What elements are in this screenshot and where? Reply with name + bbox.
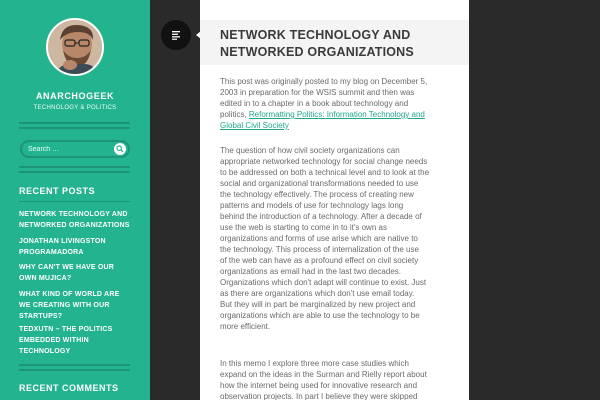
divider — [19, 127, 130, 129]
recent-comments-heading: RECENT COMMENTS — [19, 383, 119, 393]
text-line: politics, — [220, 110, 249, 119]
search-input[interactable] — [28, 144, 108, 155]
avatar-portrait-icon — [48, 20, 104, 76]
avatar[interactable] — [46, 18, 104, 76]
text-line: organizations and forms of use arise which are native to — [220, 234, 418, 243]
menu-icon — [171, 30, 181, 40]
site-title[interactable]: ANARCHOGEEK — [35, 91, 115, 101]
text-line: the technology effectively. The process of creating new — [220, 190, 414, 199]
text-line: of the web can have as a profound effect on civil society — [220, 256, 419, 265]
text-line: observation projects. In part I believe they were skipped — [220, 392, 418, 400]
post-title-line: NETWORKED ORGANIZATIONS — [19, 222, 130, 229]
recent-post-link[interactable] — [19, 209, 139, 231]
recent-post-link[interactable] — [19, 236, 139, 258]
paragraph-body — [220, 145, 452, 332]
text-line: organizations which are able to use the technology to be — [220, 311, 420, 320]
title-line: NETWORK TECHNOLOGY AND — [220, 28, 411, 42]
post-title-line: JONATHAN LIVINGSTON — [19, 238, 106, 245]
post-title-line: TECHNOLOGY — [19, 348, 71, 355]
menu-toggle-button[interactable] — [161, 20, 191, 50]
text-line: patterns and models of use for technology lags long — [220, 201, 404, 210]
divider — [19, 364, 130, 366]
page-background — [469, 0, 600, 400]
divider — [19, 201, 130, 202]
title-line: NETWORKED ORGANIZATIONS — [220, 45, 414, 59]
divider — [19, 122, 130, 124]
book-link-continued[interactable]: Global Civil Society — [220, 121, 289, 130]
text-line: to be addressed on both a technical level and to look at the — [220, 168, 430, 177]
text-line: The question of how civil society organizations can — [220, 146, 400, 155]
post-title-line: TEDXUTN – THE POLITICS — [19, 326, 113, 333]
text-line: how the internet being used for innovative research and — [220, 381, 418, 390]
text-line: use the web is starting to come in to it's own as — [220, 223, 387, 232]
post-title-line: WHY CAN'T WE HAVE OUR — [19, 264, 115, 271]
post-title-line: EMBEDDED WITHIN — [19, 337, 89, 344]
article-title[interactable] — [220, 27, 460, 61]
text-line: 2003 in preparation for the WSIS summit and then was — [220, 88, 415, 97]
paragraph-intro — [220, 76, 452, 131]
search-icon — [116, 145, 124, 153]
post-title-line: STARTUPS? — [19, 313, 63, 320]
search-form — [20, 140, 130, 158]
paragraph-body — [220, 358, 452, 400]
recent-post-link[interactable] — [19, 262, 139, 284]
divider — [19, 369, 130, 371]
text-line: appropriate networked technology for social change needs — [220, 157, 428, 166]
text-line: In this memo I explore three more case studies which — [220, 359, 409, 368]
text-line: more efficient. — [220, 322, 271, 331]
book-link[interactable]: Reformatting Politics: Information Technology and — [248, 110, 425, 119]
post-title-line: OWN MUJICA? — [19, 275, 72, 282]
text-line: expand on the ideas in the Surman and Rielly report about — [220, 370, 427, 379]
recent-posts-heading: RECENT POSTS — [19, 186, 96, 196]
recent-post-link[interactable] — [19, 289, 139, 322]
text-line: social and organizational transformations needed to use — [220, 179, 419, 188]
recent-post-link[interactable] — [19, 324, 139, 357]
text-line: behind the introduction of a technology. After a decade of — [220, 212, 422, 221]
search-button[interactable] — [114, 143, 126, 155]
text-line: as there are organizations which don't use email today. — [220, 289, 415, 298]
text-line: This post was originally posted to my blog on December 5, — [220, 77, 428, 86]
site-tagline: TECHNOLOGY & POLITICS — [33, 105, 117, 111]
divider — [19, 166, 130, 168]
text-line: organizations as email had in the last two decades. — [220, 267, 401, 276]
post-title-line: PROGRAMADORA — [19, 249, 84, 256]
text-line: Organizations which don't adapt will continue to exist. Just — [220, 278, 427, 287]
divider — [19, 171, 130, 173]
post-title-line: WE CREATING WITH OUR — [19, 302, 110, 309]
article — [200, 0, 469, 400]
sidebar — [0, 0, 150, 400]
text-line: the technology. This process of internalization of the use — [220, 245, 419, 254]
text-line: edited in to a chapter in a book about technology and — [220, 99, 409, 108]
post-title-line: WHAT KIND OF WORLD ARE — [19, 291, 120, 298]
post-title-line: NETWORK TECHNOLOGY AND — [19, 211, 128, 218]
text-line: But they will in part be marginalized by new project and — [220, 300, 416, 309]
